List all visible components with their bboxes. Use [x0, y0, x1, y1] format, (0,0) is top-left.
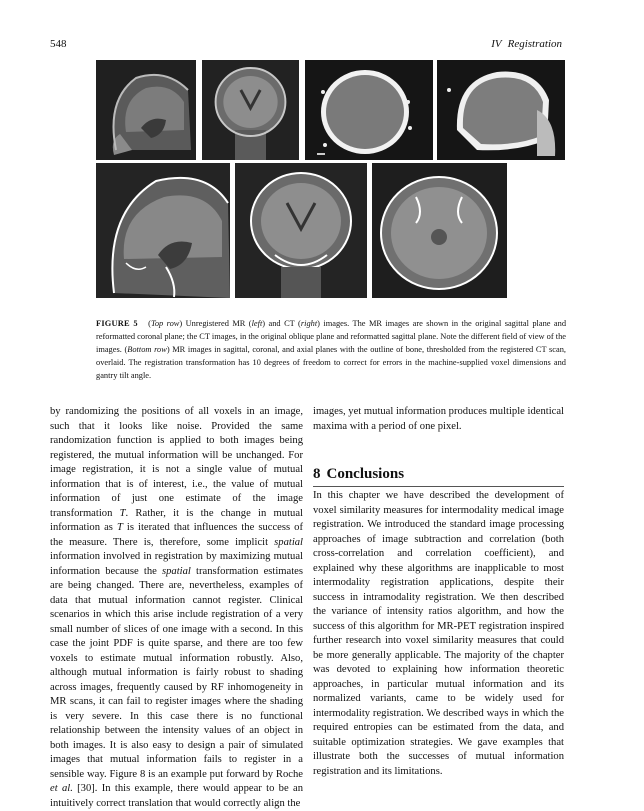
body-text: is iterated that influences the success of the measure. There is, therefore, some implicit: [50, 522, 304, 548]
left-column-paragraph: [50, 405, 303, 811]
body-text: . Rather, it is the change in mutual information as: [50, 507, 303, 533]
caption-text: ) and CT (: [262, 319, 301, 328]
ct-sagittal-image: [437, 60, 565, 160]
section-divider: [313, 486, 564, 487]
section-heading: [313, 466, 404, 483]
caption-italic: right: [300, 319, 318, 328]
page-number: 548: [50, 38, 67, 50]
emphasis: spatial: [274, 536, 303, 548]
emphasis: spatial: [162, 565, 191, 577]
math-symbol: T: [119, 507, 126, 519]
mr-coronal-image: [202, 60, 299, 160]
mr-axial-bone-overlay-image: [372, 163, 507, 298]
figure-label: FIGURE 5: [96, 319, 138, 328]
mr-sagittal-image: [96, 60, 196, 160]
figure-caption: [96, 317, 566, 382]
emphasis: et al.: [50, 783, 73, 794]
conclusions-paragraph: In this chapter we have described the development of voxel similarity measures for intermodality medical image registration. We introduced the standard image processing approaches of image subtraction and correlation (both cross-correlation and correlation coefficient), and explained why these algorithms are inapplicable to most intermodality registration applications, despite their success in intramodality registration. We then described the variance of intensity ratios algorithm, and how the success of this algorithm for MR-PET registration inspired further research into voxel similarity measures that could be more generally applicable. The majority of the chapter was devoted to explaining how information theoretic approaches, in particular mutual information and its normalized variants, came to be widely used for intermodality registration. We described ways in which the required entropies can be estimated from the data, and suitable optimization strategies. We gave examples that illustrate both the successes of mutual information registration and its limitations.: [313, 490, 564, 777]
section-title-header: Registration: [507, 38, 562, 50]
body-text: [30]. In this example, there would appear to be an intuitively correct translation that would correctly align the: [50, 783, 303, 809]
caption-text: ) images. The MR images are shown in the original sagittal plane and reformatted coronal plane; the CT images, in the original oblique plane and reformatted sagittal plane. Note the different field of view of the images. (: [96, 319, 567, 354]
mr-sagittal-bone-overlay-image: [96, 163, 230, 298]
running-header: [491, 38, 562, 50]
body-text: by randomizing the positions of all voxels in an image, such that it looks like noise. Provided the same randomization function is applied to both images being registered, the mutual information will be unchanged. For image registration, it is not a single value of mutual information that is of interest, i.e., the value of mutual information of just one estimate of the image transformation: [50, 406, 303, 519]
caption-text: (: [148, 319, 151, 328]
caption-text: ) Unregistered MR (: [179, 319, 252, 328]
math-symbol: T: [116, 522, 123, 533]
section-title: Conclusions: [326, 466, 405, 482]
section-roman: IV: [491, 38, 502, 50]
caption-italic: Top row: [150, 319, 180, 328]
right-column-continuation: images, yet mutual information produces multiple identical maxima with a period of one pixel.: [313, 406, 564, 432]
ct-axial-image: [305, 60, 433, 160]
section-number: 8: [313, 466, 321, 482]
caption-italic: Bottom row: [127, 345, 167, 354]
caption-italic: left: [251, 319, 263, 328]
body-text: information involved in registration by maximizing mutual information because the: [50, 551, 303, 577]
mr-coronal-bone-overlay-image: [235, 163, 367, 298]
caption-text: ) MR images in sagittal, coronal, and axial planes with the outline of bone, thresholded from the registered CT scan, overlaid. The registration transformation has 10 degrees of freedom to correct for errors in the machine-supplied voxel dimensions and gantry tilt angle.: [96, 345, 567, 380]
body-text: transformation estimates are being changed. There are, nevertheless, examples of data that mutual information cannot register. Clinical scenarios in which this arise include registration of a very small number of slices of one image with a second. In this case the joint PDF is quite sparse, and there are too few voxels to estimate mutual information robustly. Also, although mutual information is fairly robust to shading across images, frequently caused by RF inhomogeneity in MR scans, it can fail to register images where the shading is very severe. In this case there is no functional relationship between the intensity values of an object in both images. It is also easy to design a pair of simulated images that mutual information fails to register in a sensible way. Figure 8 is an example put forward by Roche: [50, 565, 303, 780]
